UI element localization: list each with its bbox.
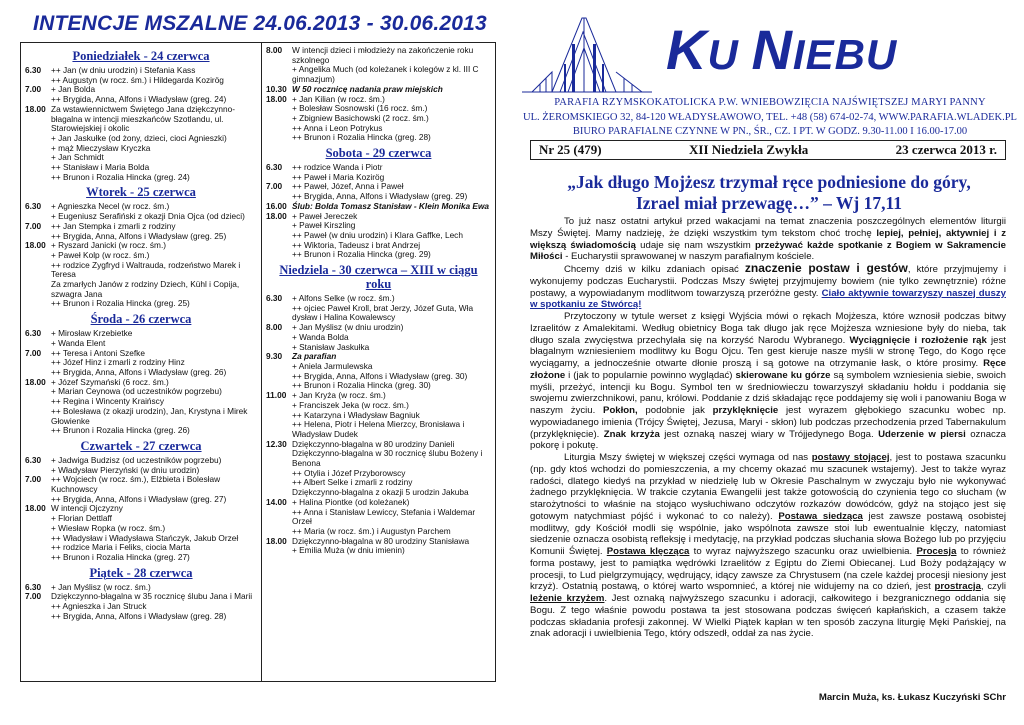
- intention-text: Dziękczynno-błagalna w 35 rocznicę ślubu Jana i Marii: [51, 591, 253, 602]
- intention-text: + Jan Kryża (w rocz. śm.): [292, 390, 386, 401]
- mass-intention: [266, 294, 491, 323]
- intention-text: ++ Bolesława (z okazji urodzin), Jan, Krystyna i Mirek Głowienke: [51, 405, 248, 426]
- mass-time: 8.00: [266, 322, 283, 333]
- intentions-right-column: [262, 43, 495, 681]
- intention-text: ++ rodzice Maria i Feliks, ciocia Marta: [51, 542, 191, 553]
- intention-text: + Jan Myślisz (w dniu urodzin): [292, 322, 404, 333]
- intention-text: + mąż Mieczysław Kryczka: [51, 142, 151, 153]
- parish-address: UL. ŻEROMSKIEGO 32, 84-120 WŁADYSŁAWOWO, TEL. +48 (58) 674-02-74, WWW.PARAFIA.WLADEK.PL: [523, 112, 1017, 123]
- article-paragraph: Liturgia Mszy świętej w większej części wymaga od nas postawy stojącej, jest to postawa szacunku (np. gdy ktoś wchodzi do pomieszczenia, a my chcemy okazać mu szacunek wstajemy). Jest to także wyraz radości, dlatego kiedyś na przykład w niedzielę lub w Okresie Paschalnym w zwyczaju było nie wykonywać żadnego przyklęknięcia. W trakcie czytania Ewangelii jest także gotowością do czynienia tego co słucham (w starożytności to właśnie na stojąco wysłuchiwano odczytów rozkazów dowódców, gdyż na stojąco jest się gotowym natychmiast pójść i wykonać to co należy). Postawa siedząca jest zawsze postawą osobistej modlitwy, gdy Kościół modli się wspólnie, jako wspólnota zawsze stoi lub ewentualnie klęczy, natomiast siedzenie oznacza osobistą refleksję i medytację, na przykład podczas słuchania słowa Bożego lub po przyjęciu Komunii Świętej. Postawa klęcząca to wyraz najwyższego szacunku oraz uwielbienia. Procesja to również forma postawy, jest to pamiątka wędrówki Izraelitów z Egiptu do Ziemi Obiecanej. Lud Boży podążający w procesji, to Lud pielgrzymujący, wędrujący, idący zawsze za Chrystusem (na czele każdej procesji niesiony jest krzyż). Ostatnią postawą, o której warto wspomnieć, a której nie widujemy na co dzień, jest prostracja, czyli leżenie krzyżem. Jest oznaką najwyższego szacunku i adoracji, całkowitego i bezgranicznego oddania się Bogu. Z tego właśnie powodu postawa ta jest stosowana podczas święceń kapłańskich, a czasem także podczas składania profesji zakonnej. W Wielki Piątek kapłan w ten sposób zaczyna liturgię Męki Pańskiej, na znak adoracji i uwielbienia Tego, który odszedł, oddał za nas życie.: [530, 452, 1007, 640]
- intention-text: + Bolesław Sosnowski (16 rocz. śm.): [292, 103, 428, 114]
- mass-time: 6.30: [25, 454, 42, 465]
- mass-intention: [266, 212, 491, 261]
- mass-intention: [25, 222, 257, 241]
- article-paragraph: Przytoczony w tytule werset z księgi Wyjścia mówi o rękach Mojżesza, które wznosił podczas bitwy Izraelitów z Amalekitami. Według obietnicy Boga tak długo jak ręce Mojżesza wzniesione były do nieba, tak długo szala zwycięstwa przechylała się na korzyść Narodu Wybranego. Wyciągnięcie i rozłożenie rąk jest błagalnym wzniesieniem modlitwy ku Bogu Ojcu. Ten gest kieruje nasze myśli w stronę Tego, do Kogo ręce wyciągamy, a jednocześnie otwarte dłonie proszą i są gotowe na otrzymanie łask, o które prosimy. Ręce złożone i (jak to popularnie powinno wyglądać) skierowane ku górze są symbolem wzniesienia siebie, swoich myśli, przeżyć, intencji ku Bogu. Symbol ten w średniowieczu towarzyszył składaniu hołdu i poddania się swojemu zwierzchnikowi, panu, królowi. Poddanie z dziś składając ręce poddajemy się woli i panowaniu Boga w naszym życiu. Pokłon, podobnie jak przyklęknięcie jest wyrazem głębokiego szacunku wobec np. wypowiadanego imienia (Trójcy Świętej, Jezusa, Maryi - skłon) lub podczas przechodzenia przed Tabernakulum (przyklęknięcie). Znak krzyża jest oznaką naszej wiary w Trójjedynego Boga. Uderzenie w piersi oznacza pokorę i pokutę.: [530, 311, 1007, 452]
- intention-text: ++ Brunon i Rozalia Hincka (greg. 26): [51, 425, 190, 436]
- intention-text: + Angelika Much (od koleżanek i kolegów z kl. III C gimnazjum): [292, 64, 479, 85]
- intention-text: ++ Helena, Piotr i Helena Mierzcy, Bronisława i Władysław Dudek: [292, 419, 465, 439]
- intention-text: + Marian Ceynowa (od uczestników pogrzebu): [51, 386, 222, 397]
- intention-text: + Franciszek Jeka (w rocz. śm.): [292, 399, 409, 410]
- day-heading: Środa - 26 czerwca: [90, 312, 192, 327]
- article-paragraph: Chcemy dziś w kilku zdaniach opisać znaczenie postaw i gestów, które przyjmujemy i wykonujemy podczas Eucharystii. Podczas Mszy świętej przyjmujemy bowiem (nie tylko zewnętrznie) różne postawy, a wypowiadanym modlitwom towarzyszą przeróżne gesty. Ciało aktywnie towarzyszy naszej duszy w spotkaniu ze Stwórcą!: [530, 261, 1007, 311]
- intentions-left-column: [21, 43, 262, 681]
- issue-number: Nr 25 (479): [539, 142, 602, 157]
- mass-intention: [25, 475, 257, 504]
- day-heading: Niedziela - 30 czerwca – XIII w ciągu roku: [279, 263, 478, 292]
- intention-text: + Jadwiga Budzisz (od uczestników pogrzebu): [51, 454, 222, 465]
- intention-text: ++ Brunon i Rozalia Hincka (greg. 25): [51, 298, 190, 309]
- intention-text: ++ ojciec Paweł Kroll, brat Jerzy, Józef Guta, Wła dysław i Halina Kowalewscy: [292, 302, 474, 323]
- intention-text: + Wiesław Ropka (w rocz. śm.): [51, 522, 166, 533]
- mass-intention: [25, 66, 257, 85]
- intention-text: ++ Wiktoria, Tadeusz i brat Andrzej: [292, 239, 421, 250]
- intention-text: ++ Brunon i Rozalia Hincka (greg. 24): [51, 171, 190, 182]
- intention-text: ++ Jan Stempka i zmarli z rodziny: [51, 220, 176, 231]
- mass-time: 18.00: [266, 210, 287, 221]
- intention-text: ++ Regina i Wincenty Kraińscy: [51, 396, 164, 407]
- mass-time: 6.30: [25, 581, 42, 592]
- mass-intention: [25, 592, 257, 621]
- intention-text: + Eugeniusz Serafiński z okazji Dnia Ojca (od dzieci): [51, 211, 245, 222]
- intention-text: ++ Brygida, Anna, Alfons i Władysław (greg. 30): [292, 370, 468, 381]
- intention-text: ++ Brygida, Anna, Alfons i Władysław (greg. 27): [51, 493, 227, 504]
- mass-intention: [266, 163, 491, 182]
- mass-time: 16.00: [266, 200, 287, 211]
- intention-text: ++ Anna i Stanisław Lewiccy, Stefania i Waldemar Orzeł: [292, 506, 476, 527]
- intention-text: + Jan Schmidt: [51, 152, 104, 163]
- mass-intention: [266, 498, 491, 537]
- intentions-box: [20, 42, 496, 682]
- intention-text: + Florian Dettlaff: [51, 513, 112, 524]
- mass-time: 7.00: [25, 347, 42, 358]
- intention-text: Za wstawiennictwem Świętego Jana dziękczynno-błagalna w intencji mieszkańców Szotlandu, ul. Starowiejskiej i okolic: [51, 103, 235, 134]
- intention-text: ++ Albert Selke i zmarli z rodziny: [292, 477, 413, 488]
- issue-date: 23 czerwca 2013 r.: [895, 142, 997, 157]
- issue-sunday: XII Niedziela Zwykła: [689, 142, 809, 157]
- mass-time: 18.00: [266, 93, 287, 104]
- intention-text: W 50 rocznicę nadania praw miejskich: [292, 83, 443, 94]
- mass-intention: [25, 456, 257, 475]
- mass-time: 7.00: [25, 84, 42, 95]
- day-heading: Czwartek - 27 czerwca: [80, 438, 202, 453]
- article-body: [530, 216, 1006, 640]
- intention-text: + Wanda Bolda: [292, 331, 349, 342]
- mass-time: 7.00: [266, 181, 283, 192]
- intention-text: Ślub: Bolda Tomasz Stanisław - Klein Monika Ewa: [292, 200, 490, 211]
- mass-time: 6.30: [25, 65, 42, 75]
- intention-text: ++ Brygida, Anna, Alfons i Władysław (greg. 29): [292, 191, 468, 202]
- intention-text: + Józef Szymański (6 rocz. śm.): [51, 376, 169, 387]
- mass-time: 7.00: [25, 220, 42, 231]
- mass-intention: [25, 349, 257, 378]
- intention-text: ++ Wojciech (w rocz. śm.), Elżbieta i Bolesław Kuchnowscy: [51, 474, 221, 495]
- mass-time: 6.30: [266, 162, 283, 173]
- mass-intention: [266, 352, 491, 391]
- intention-text: ++ Maria (w rocz. śm.) i Augustyn Parchem: [292, 525, 451, 536]
- intention-text: ++ Paweł, Józef, Anna i Paweł: [292, 181, 404, 192]
- mass-time: 12.30: [266, 438, 287, 449]
- intention-text: + Paweł Kirszling: [292, 220, 356, 231]
- mass-time: 6.30: [266, 293, 283, 304]
- article-title: „Jak długo Mojżesz trzymał ręce podniesione do góry, Izrael miał przewagę…” – Wj 17,11: [567, 172, 971, 213]
- intention-text: ++ rodzice Zygfryd i Waltrauda, rodzeństwo Marek i Teresa: [51, 259, 241, 280]
- intention-text: Za zmarłych Janów z rodziny Dziech, Kühl i Copija, szwagra Jana: [51, 279, 240, 299]
- mass-time: 9.30: [266, 351, 283, 362]
- intention-text: + Mirosław Krzebietke: [51, 328, 133, 339]
- intention-text: W intencji dzieci i młodzieży na zakończenie roku szkolnego: [292, 45, 474, 65]
- intentions-title: INTENCJE MSZALNE 24.06.2013 - 30.06.2013: [33, 12, 487, 35]
- intention-text: ++ Agnieszka i Jan Struck: [51, 601, 147, 612]
- mass-time: 18.00: [25, 376, 46, 387]
- intention-text: ++ Otylia i Józef Przyborowscy: [292, 467, 406, 478]
- mass-intention: [266, 95, 491, 144]
- day-heading: Piątek - 28 czerwca: [89, 565, 193, 580]
- intention-text: ++ Józef Hinz i zmarli z rodziny Hinz: [51, 357, 185, 368]
- mass-intention: [25, 105, 257, 183]
- intention-text: ++ Paweł i Maria Kozirög: [292, 171, 385, 182]
- mass-time: 6.30: [25, 201, 42, 212]
- intention-text: + Jan Bolda: [51, 84, 96, 95]
- mass-time: 7.00: [25, 474, 42, 485]
- intention-text: + Jan Myślisz (w rocz. śm.): [51, 581, 151, 592]
- intention-text: + Alfons Selke (w rocz. śm.): [292, 293, 395, 304]
- mass-time: 14.00: [266, 496, 287, 507]
- intention-text: ++ Katarzyna i Władysław Bagniuk: [292, 409, 420, 420]
- intention-text: ++ Augustyn (w rocz. śm.) i Hildegarda Kozirög: [51, 74, 224, 85]
- intention-text: ++ Jan (w dniu urodzin) i Stefania Kass: [51, 65, 196, 75]
- mass-time: 18.00: [25, 503, 46, 514]
- mass-time: 18.00: [25, 103, 46, 114]
- mass-intention: [266, 323, 491, 352]
- intention-text: ++ Brygida, Anna, Alfons i Władysław (greg. 28): [51, 610, 227, 621]
- intention-text: ++ Teresa i Antoni Szefke: [51, 347, 145, 358]
- issue-bar: [530, 140, 1006, 160]
- mass-intention: [25, 504, 257, 562]
- office-hours: BIURO PARAFIALNE CZYNNE W PN., ŚR., CZ. I PT. W GODZ. 9.30-11.00 I 16.00-17.00: [572, 126, 968, 137]
- intention-text: ++ Brygida, Anna, Alfons i Władysław (greg. 26): [51, 366, 227, 377]
- intention-text: + Paweł Jereczek: [292, 210, 358, 221]
- intention-text: ++ rodzice Wanda i Piotr: [292, 162, 383, 173]
- intention-text: Dziękczynno-błagalna w 80 urodziny Danieli: [292, 438, 455, 449]
- intention-text: + Wanda Elent: [51, 337, 106, 348]
- article-author: Marcin Muża, ks. Łukasz Kuczyński SChr: [818, 692, 1006, 703]
- mass-time: 18.00: [25, 240, 46, 251]
- mass-intention: [25, 329, 257, 348]
- intention-text: + Aniela Jarmulewska: [292, 360, 373, 371]
- mass-intention: [266, 391, 491, 440]
- intention-text: ++ Brunon i Rozalia Hincka (greg. 29): [292, 249, 431, 260]
- church-logo-icon: [512, 14, 662, 94]
- day-heading: Sobota - 29 czerwca: [325, 146, 432, 161]
- intention-text: Za parafian: [292, 351, 337, 362]
- intention-text: W intencji Ojczyzny: [51, 503, 123, 514]
- intention-text: Dziękczynno-błagalna w 80 urodziny Stanisława: [292, 535, 470, 546]
- intention-text: + Władysław Pierzyński (w dniu urodzin): [51, 464, 200, 475]
- intention-text: + Paweł Kolp (w rocz. śm.): [51, 249, 150, 260]
- intention-text: ++ Brunon i Rozalia Hincka (greg. 28): [292, 132, 431, 143]
- intention-text: ++ Brunon i Rozalia Hincka (greg. 30): [292, 380, 431, 391]
- mass-intention: [266, 182, 491, 201]
- mass-time: 8.00: [266, 45, 283, 55]
- intention-text: ++ Paweł (w dniu urodzin) i Klara Gaffke, Lech: [292, 229, 463, 240]
- day-heading: Wtorek - 25 czerwca: [86, 185, 196, 200]
- mass-intention: [25, 85, 257, 104]
- intention-text: + Agnieszka Necel (w rocz. śm.): [51, 201, 170, 212]
- mass-time: 6.30: [25, 328, 42, 339]
- intention-text: + Jan Jaskułke (od żony, dzieci, cioci Agnieszki): [51, 132, 227, 143]
- mass-time: 11.00: [266, 390, 287, 401]
- mass-intention: [266, 46, 491, 85]
- intention-text: Dziękczynno-błagalna w 30 rocznicę ślubu Bożeny i Benona: [292, 448, 483, 469]
- mass-intention: [266, 537, 491, 556]
- mass-intention: [25, 202, 257, 221]
- intention-text: ++ Stanisław i Maria Bolda: [51, 162, 150, 173]
- intention-text: + Emilia Muża (w dniu imienin): [292, 545, 405, 556]
- intention-text: Dziękczynno-błagalna z okazji 5 urodzin Jakuba: [292, 487, 469, 498]
- intention-text: ++ Władysław i Władysława Stańczyk, Jakub Orzeł: [51, 532, 239, 543]
- parish-name: PARAFIA RZYMSKOKATOLICKA P.W. WNIEBOWZIĘCIA NAJŚWIĘTSZEJ MARYI PANNY: [554, 97, 986, 108]
- newsletter-title: KU NIEBU: [666, 18, 898, 81]
- article-paragraph: To już nasz ostatni artykuł przed wakacjami na temat znaczenia poszczególnych elementów liturgii Mszy Świętej. Mamy nadzieję, że dzięki wszystkim tym tekstom choć trochę lepiej, pełniej, aktywniej i z większą świadomością udaje się nam wszystkim przeżywać każde spotkanie z Bogiem w Sakramencie Miłości - Eucharystii sprawowanej w naszym parafialnym kościele.: [530, 216, 1006, 263]
- intention-text: ++ Brygida, Anna, Alfons i Władysław (greg. 25): [51, 230, 227, 241]
- mass-intention: [25, 378, 257, 436]
- mass-time: 10.30: [266, 83, 287, 94]
- intention-text: ++ Brunon i Rozalia Hincka (greg. 27): [51, 551, 190, 562]
- intention-text: + Jan Kilian (w rocz. śm.): [292, 93, 385, 104]
- intention-text: + Stanisław Jaskułka: [292, 341, 370, 352]
- intention-text: + Ryszard Janicki (w rocz. śm.): [51, 240, 167, 251]
- intention-text: + Halina Piontke (od koleżanek): [292, 496, 410, 507]
- intention-text: ++ Anna i Leon Potrykus: [292, 122, 383, 133]
- mass-intention: [266, 440, 491, 498]
- mass-time: 18.00: [266, 535, 287, 546]
- intention-text: ++ Brygida, Anna, Alfons i Władysław (greg. 24): [51, 94, 227, 105]
- day-heading: Poniedziałek - 24 czerwca: [72, 49, 210, 63]
- mass-intention: [25, 241, 257, 309]
- intention-text: + Zbigniew Basichowski (2 rocz. śm.): [292, 112, 429, 123]
- mass-time: 7.00: [25, 591, 42, 602]
